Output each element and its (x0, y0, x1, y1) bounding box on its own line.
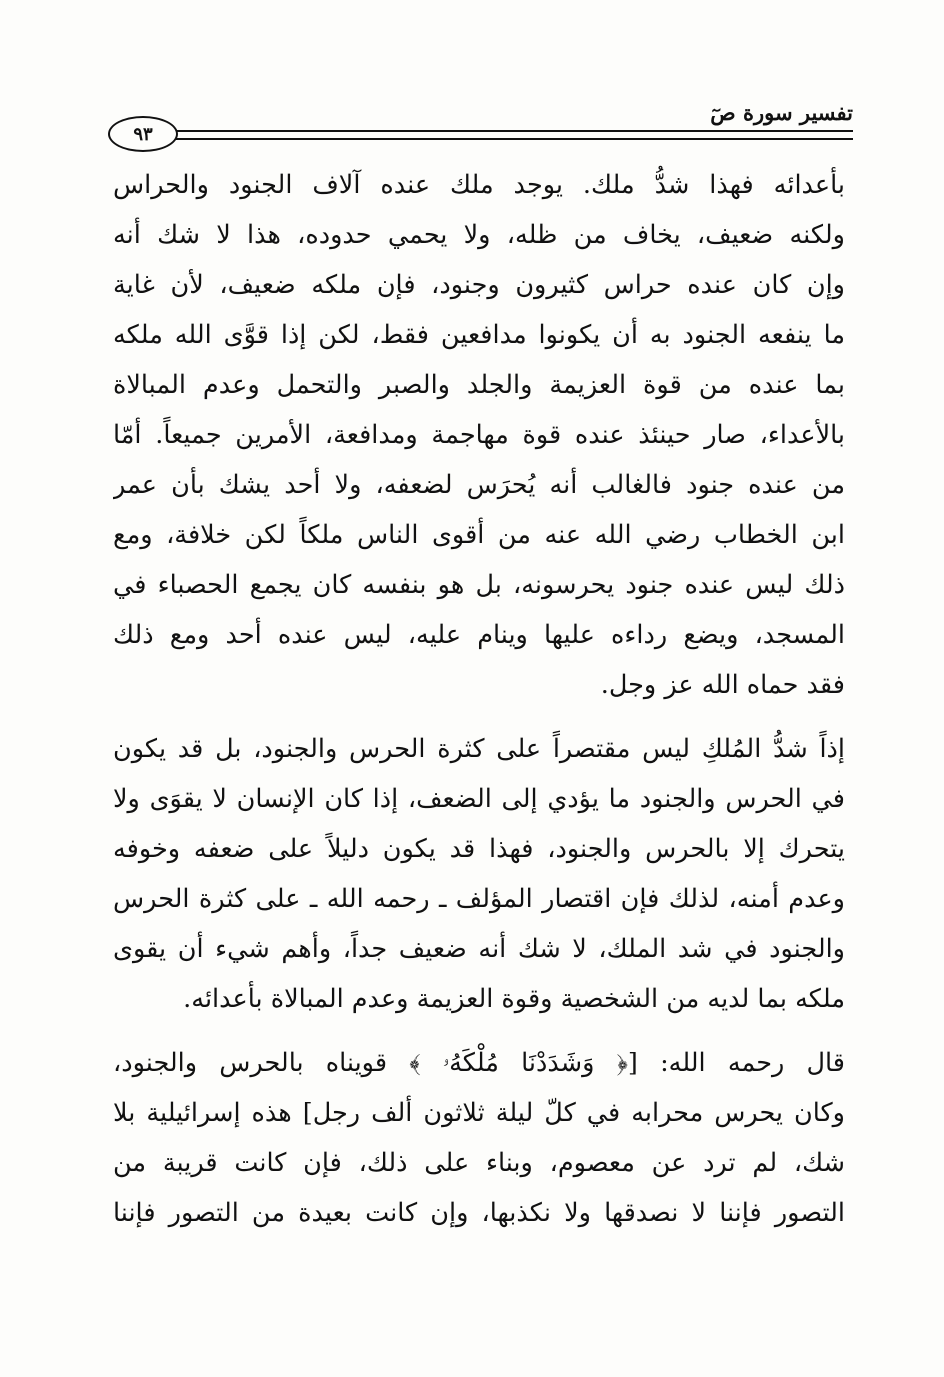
running-header (108, 96, 853, 152)
text-line: شك، لم ترد عن معصوم، وبناء على ذلك، فإن كانت قريبة من (113, 1148, 845, 1178)
text-line: ذلك ليس عنده جنود يحرسونه، بل هو بنفسه كان يجمع الحصباء في (113, 570, 845, 600)
text-line: وكان يحرس محرابه في كلّ ليلة ثلاثون ألف رجل] هذه إسرائيلية بلا (113, 1098, 845, 1128)
text-line: المسجد، ويضع رداءه عليها وينام عليه، ليس عنده أحد ومع ذلك (113, 620, 845, 650)
text-line: وعدم أمنه، لذلك فإن اقتصار المؤلف ـ رحمه الله ـ على كثرة الحرس (113, 884, 845, 914)
header-double-rule (172, 130, 853, 140)
text-line: بما عنده من قوة العزيمة والجلد والصبر والتحمل وعدم المبالاة (113, 370, 845, 400)
text-line: ملكه بما لديه من الشخصية وقوة العزيمة وعدم المبالاة بأعدائه. (183, 984, 845, 1014)
text-line: قال رحمه الله: [﴿ وَشَدَدْنَا مُلْكَهُۥ ﴾ قويناه بالحرس والجنود، (113, 1048, 845, 1078)
text-line: يتحرك إلا بالحرس والجنود، فهذا قد يكون دليلاً على ضعفه وخوفه (113, 834, 845, 864)
text-line: بالأعداء، صار حينئذ عنده قوة مهاجمة ومدافعة، الأمرين جميعاً. أمّا (113, 420, 845, 450)
page-header-title: تفسير سورة صٓ (710, 100, 853, 125)
paragraph (113, 724, 845, 1024)
text-line: ما ينفعه الجنود به أن يكونوا مدافعين فقط، لكن إذا قوَّى الله ملكه (113, 320, 845, 350)
text-line: والجنود في شد الملك، لا شك أنه ضعيف جداً، وأهم شيء أن يقوى (113, 934, 845, 964)
page-body (113, 160, 845, 1238)
text-line: ابن الخطاب رضي الله عنه من أقوى الناس ملكاً لكن خلافة، ومع (113, 520, 845, 550)
paragraph (113, 1038, 845, 1238)
text-line: بأعدائه فهذا شدُّ ملك. يوجد ملك عنده آلاف الجنود والحراس (113, 170, 845, 200)
text-line: التصور فإننا لا نصدقها ولا نكذبها، وإن كانت بعيدة من التصور فإننا (113, 1198, 845, 1228)
text-line: من عنده جنود فالغالب أنه يُحرَس لضعفه، ولا أحد يشك بأن عمر (113, 470, 845, 500)
page-number: ٩٣ (108, 116, 178, 152)
text-line: وإن كان عنده حراس كثيرون وجنود، فإن ملكه ضعيف، لأن غاية (113, 270, 845, 300)
text-line: ولكنه ضعيف، يخاف من ظله، ولا يحمي حدوده، هذا لا شك أنه (113, 220, 845, 250)
text-line: في الحرس والجنود ما يؤدي إلى الضعف، إذا كان الإنسان لا يقوَى ولا (113, 784, 845, 814)
paragraph (113, 160, 845, 710)
text-line: فقد حماه الله عز وجل. (600, 670, 845, 700)
text-line: إذاً شدُّ المُلكِ ليس مقتصراً على كثرة الحرس والجنود، بل قد يكون (113, 734, 845, 764)
